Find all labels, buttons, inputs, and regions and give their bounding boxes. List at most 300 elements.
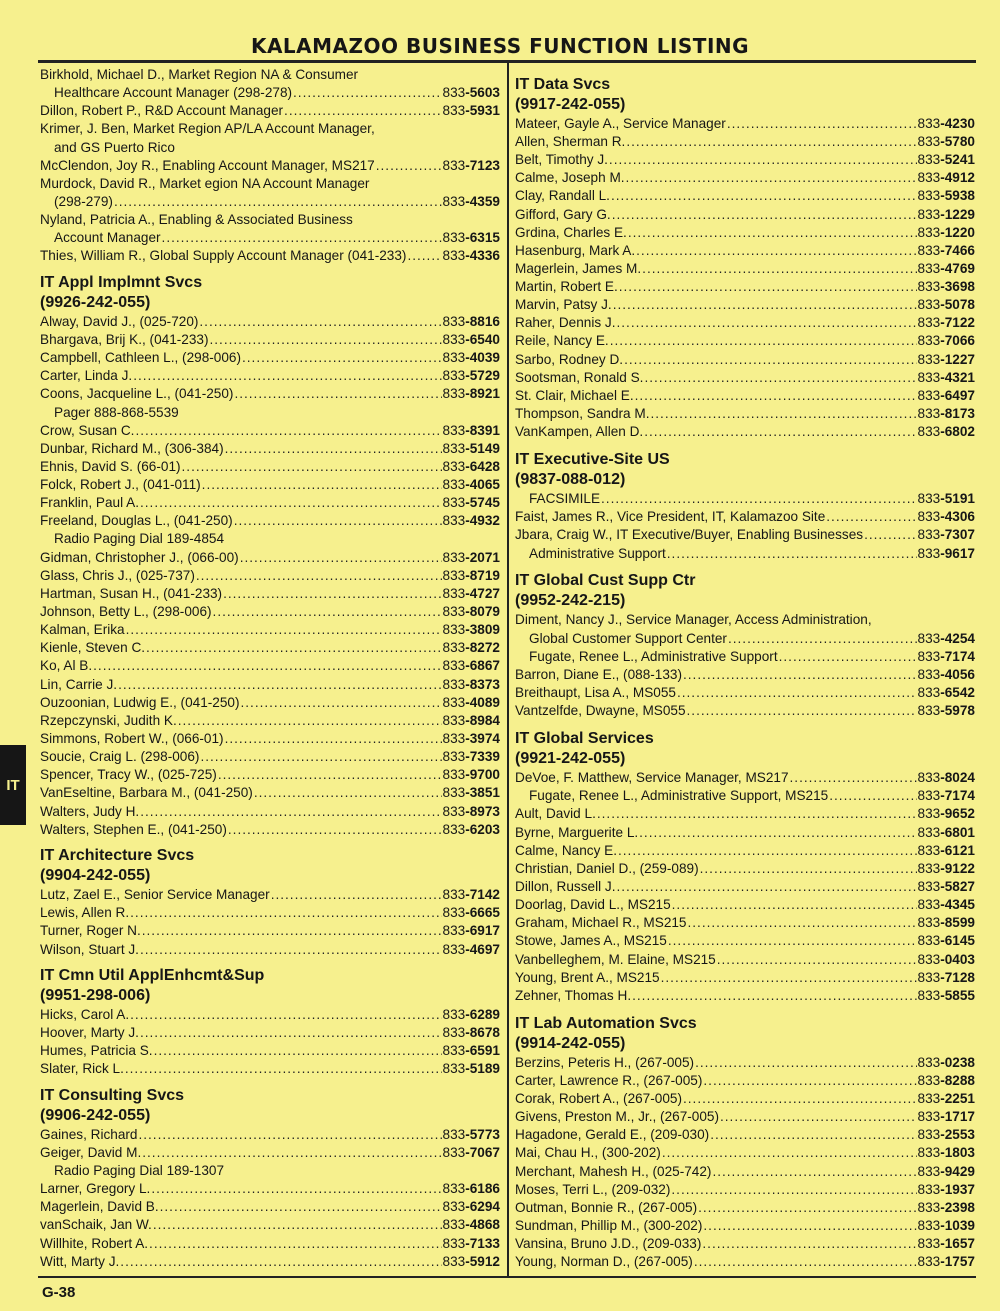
dot-leader <box>728 630 917 648</box>
entry-name: Sootsman, Ronald S. <box>515 369 644 385</box>
entry-name: Dillon, Robert P., R&D Account Manager <box>40 103 284 119</box>
phone-extension: -7123 <box>465 157 500 173</box>
phone-extension: -0403 <box>940 951 975 967</box>
phone-extension: -5912 <box>465 1253 500 1269</box>
listing-entry <box>515 151 975 169</box>
entry-name: Lewis, Allen R. <box>40 905 130 921</box>
listing-entry <box>40 549 500 567</box>
phone-number <box>443 784 500 802</box>
dot-leader <box>703 1072 916 1090</box>
entry-name: Murdock, David R., Market egion NA Account Manager <box>40 175 370 191</box>
phone-extension: -9652 <box>940 806 975 822</box>
phone-extension: -8719 <box>465 567 500 583</box>
entry-name: Rzepczynski, Judith K. <box>40 712 177 728</box>
phone-prefix: 833 <box>442 458 466 474</box>
phone-prefix: 833 <box>442 712 466 728</box>
phone-number <box>918 1126 975 1144</box>
dot-leader <box>182 458 442 476</box>
phone-prefix: 833 <box>442 1061 466 1077</box>
phone-prefix: 833 <box>917 1218 941 1234</box>
entry-name: Berzins, Peteris H., (267-005) <box>515 1054 695 1070</box>
listing-entry <box>40 585 500 603</box>
listing-entry <box>515 878 975 896</box>
dot-leader <box>196 567 442 585</box>
dot-leader <box>130 904 441 922</box>
listing-entry <box>40 102 500 120</box>
phone-number <box>443 102 500 120</box>
section-title: IT Executive-Site US <box>515 451 670 469</box>
entry-name: Lutz, Zael E., Senior Service Manager <box>40 887 270 903</box>
phone-number <box>443 549 500 567</box>
entry-name: Vanbelleghem, M. Elaine, MS215 <box>515 951 716 967</box>
phone-prefix: 833 <box>917 279 941 295</box>
phone-prefix: 833 <box>917 527 941 543</box>
phone-number <box>918 805 975 823</box>
entry-name: Hartman, Susan H., (041-233) <box>40 585 223 601</box>
phone-number <box>443 603 500 621</box>
listing-entry <box>515 508 975 526</box>
phone-number <box>443 440 500 458</box>
listing-entry <box>515 1163 975 1181</box>
entry-name: Healthcare Account Manager (298-278) <box>54 85 293 101</box>
phone-prefix: 833 <box>917 666 941 682</box>
dot-leader <box>651 405 917 423</box>
entry-name: vanSchaik, Jan W. <box>40 1217 152 1233</box>
phone-extension: -8173 <box>940 406 975 422</box>
listing-entry <box>515 932 975 950</box>
phone-extension: -6145 <box>940 933 975 949</box>
dot-leader <box>146 639 441 657</box>
phone-number <box>918 332 975 350</box>
listing-entry <box>515 260 975 278</box>
listing-entry <box>40 193 500 211</box>
dot-leader <box>612 206 917 224</box>
dot-leader <box>130 1006 441 1024</box>
listing-entry <box>40 694 500 712</box>
listing-entry <box>515 369 975 387</box>
entry-name: Ehnis, David S. (66-01) <box>40 458 181 474</box>
phone-prefix: 833 <box>442 658 466 674</box>
phone-extension: -5149 <box>465 440 500 456</box>
entry-name: Sundman, Phillip M., (300-202) <box>515 1218 703 1234</box>
entry-name: Geiger, David M. <box>40 1144 142 1160</box>
phone-extension: -8816 <box>465 313 500 329</box>
phone-extension: -3974 <box>465 731 500 747</box>
phone-number <box>443 821 500 839</box>
phone-extension: -9700 <box>465 767 500 783</box>
phone-extension: -5191 <box>940 491 975 507</box>
listing-entry <box>40 157 500 175</box>
phone-number <box>443 367 500 385</box>
phone-extension: -7307 <box>940 527 975 543</box>
dot-leader <box>228 821 442 839</box>
phone-number <box>918 1181 975 1199</box>
entry-name: Vansina, Bruno J.D., (209-033) <box>515 1236 702 1252</box>
section-code: (9914-242-055) <box>515 1034 626 1052</box>
entry-name: Birkhold, Michael D., Market Region NA & Consumer <box>40 67 359 82</box>
entry-name: Dillon, Russell J. <box>515 878 616 894</box>
dot-leader <box>407 247 441 265</box>
listing-entry <box>40 422 500 440</box>
phone-number <box>443 476 500 494</box>
phone-extension: -8373 <box>465 676 500 692</box>
phone-number <box>918 969 975 987</box>
phone-extension: -8973 <box>465 803 500 819</box>
listing-entry <box>515 545 975 563</box>
phone-number <box>443 84 500 102</box>
listing-entry <box>515 1072 975 1090</box>
phone-number <box>443 803 500 821</box>
listing-entry <box>515 490 975 508</box>
phone-extension: -1220 <box>940 224 975 240</box>
phone-extension: -6540 <box>465 331 500 347</box>
phone-number <box>918 545 975 563</box>
phone-prefix: 833 <box>442 767 466 783</box>
listing-entry <box>515 1217 975 1235</box>
phone-number <box>918 666 975 684</box>
phone-extension: -4912 <box>940 170 975 186</box>
listing-entry <box>40 367 500 385</box>
listing-entry <box>40 712 500 730</box>
phone-prefix: 833 <box>442 193 466 209</box>
phone-prefix: 833 <box>917 333 941 349</box>
listing-entry <box>515 1126 975 1144</box>
entry-name: Larner, Gregory L. <box>40 1181 151 1197</box>
phone-extension: -4336 <box>465 248 500 264</box>
phone-extension: -8079 <box>465 604 500 620</box>
phone-extension: -4727 <box>465 585 500 601</box>
phone-number <box>918 242 975 260</box>
entry-name: Gidman, Christopher J., (066-00) <box>40 549 239 565</box>
listing-entry <box>515 206 975 224</box>
entry-name: Faist, James R., Vice President, IT, Kalamazoo Site <box>515 509 826 525</box>
entry-name: Alway, David J., (025-720) <box>40 313 199 329</box>
entry-name: Hoover, Marty J. <box>40 1025 139 1041</box>
dot-leader <box>234 385 441 403</box>
dot-leader <box>597 805 917 823</box>
phone-extension: -6121 <box>940 842 975 858</box>
phone-extension: -1227 <box>940 351 975 367</box>
listing-entry <box>40 313 500 331</box>
dot-leader <box>153 1216 442 1234</box>
listing-entry <box>515 860 975 878</box>
dot-leader <box>601 490 917 508</box>
phone-extension: -7133 <box>465 1235 500 1251</box>
section-title: IT Global Services <box>515 730 654 748</box>
dot-leader <box>613 296 917 314</box>
listing-entry <box>40 803 500 821</box>
phone-extension: -5938 <box>940 188 975 204</box>
entry-name: Slater, Rick L. <box>40 1061 124 1077</box>
phone-prefix: 833 <box>442 157 466 173</box>
listing-entry <box>40 139 500 157</box>
phone-extension: -6315 <box>465 230 500 246</box>
phone-extension: -8272 <box>465 640 500 656</box>
entry-name: Account Manager <box>54 230 161 246</box>
entry-name: Moses, Terri L., (209-032) <box>515 1181 671 1197</box>
entry-name: Magerlein, David B. <box>40 1199 159 1215</box>
phone-number <box>443 676 500 694</box>
phone-extension: -7174 <box>940 788 975 804</box>
phone-extension: -4345 <box>940 897 975 913</box>
listing-entry <box>40 1060 500 1078</box>
phone-extension: -8921 <box>465 386 500 402</box>
listing-entry <box>40 1216 500 1234</box>
listing-entry <box>40 229 500 247</box>
phone-extension: -7122 <box>940 315 975 331</box>
entry-name: Carter, Linda J. <box>40 368 133 384</box>
phone-prefix: 833 <box>442 1025 466 1041</box>
dot-leader <box>677 684 917 702</box>
phone-extension: -5931 <box>465 103 500 119</box>
entry-name: Graham, Michael R., MS215 <box>515 915 687 931</box>
entry-name: Young, Brent A., MS215 <box>515 969 660 985</box>
column-divider <box>507 62 509 1276</box>
entry-name: Outman, Bonnie R., (267-005) <box>515 1199 698 1215</box>
phone-number <box>443 1024 500 1042</box>
dot-leader <box>610 332 917 350</box>
phone-prefix: 833 <box>442 1006 466 1022</box>
entry-name: Crow, Susan C. <box>40 422 135 438</box>
entry-name: Franklin, Paul A. <box>40 495 139 511</box>
entry-name: Fugate, Renee L., Administrative Support <box>529 648 778 664</box>
dot-leader <box>93 657 441 675</box>
phone-prefix: 833 <box>917 188 941 204</box>
listing-entry <box>40 247 500 265</box>
listing-entry <box>40 530 500 548</box>
phone-extension: -6428 <box>465 458 500 474</box>
phone-prefix: 833 <box>917 242 941 258</box>
phone-number <box>918 878 975 896</box>
entry-name: Martin, Robert E. <box>515 279 618 295</box>
entry-name: Raher, Dennis J. <box>515 315 616 331</box>
phone-extension: -3809 <box>465 622 500 638</box>
phone-prefix: 833 <box>442 676 466 692</box>
phone-extension: -6917 <box>465 923 500 939</box>
phone-number <box>443 1042 500 1060</box>
listing-entry <box>40 211 500 229</box>
entry-name: Corak, Robert A., (267-005) <box>515 1091 682 1107</box>
entry-name: Krimer, J. Ben, Market Region AP/LA Account Manager, <box>40 121 375 137</box>
phone-prefix: 833 <box>442 422 466 438</box>
dot-leader <box>225 730 442 748</box>
entry-name: Campbell, Cathleen L., (298-006) <box>40 350 241 366</box>
listing-entry <box>40 676 500 694</box>
dot-leader <box>617 314 917 332</box>
phone-extension: -4868 <box>465 1217 500 1233</box>
listing-entry <box>515 630 975 648</box>
listing-entry <box>40 941 500 959</box>
dot-leader <box>635 387 917 405</box>
phone-prefix: 833 <box>917 1163 941 1179</box>
phone-prefix: 833 <box>917 933 941 949</box>
dot-leader <box>140 1024 442 1042</box>
listing-entry <box>515 332 975 350</box>
phone-number <box>918 1217 975 1235</box>
phone-prefix: 833 <box>917 987 941 1003</box>
phone-number <box>443 567 500 585</box>
phone-prefix: 833 <box>917 1236 941 1252</box>
phone-number <box>443 904 500 922</box>
listing-entry <box>40 603 500 621</box>
listing-entry <box>515 842 975 860</box>
listing-entry <box>515 1199 975 1217</box>
listing-entry <box>40 120 500 138</box>
phone-number <box>918 260 975 278</box>
entry-name: Administrative Support <box>529 545 666 561</box>
dot-leader <box>626 133 916 151</box>
phone-number <box>918 702 975 720</box>
phone-extension: -9617 <box>940 545 975 561</box>
phone-prefix: 833 <box>917 115 941 131</box>
dot-leader <box>688 914 917 932</box>
phone-extension: -6542 <box>940 685 975 701</box>
listing-entry <box>40 84 500 102</box>
phone-number <box>918 769 975 787</box>
dot-leader <box>225 440 442 458</box>
dot-leader <box>609 151 917 169</box>
phone-prefix: 833 <box>917 915 941 931</box>
left-column <box>40 66 500 1271</box>
phone-prefix: 833 <box>442 85 466 101</box>
phone-number <box>918 896 975 914</box>
phone-number <box>918 1054 975 1072</box>
listing-entry <box>40 904 500 922</box>
entry-name: Ouzoonian, Ludwig E., (041-250) <box>40 694 240 710</box>
phone-number <box>918 684 975 702</box>
phone-extension: -1757 <box>940 1254 975 1270</box>
phone-number <box>918 860 975 878</box>
phone-prefix: 833 <box>442 604 466 620</box>
entry-name: Hagadone, Gerald E., (209-030) <box>515 1127 710 1143</box>
section-title: IT Lab Automation Svcs <box>515 1014 697 1032</box>
entry-name: Spencer, Tracy W., (025-725) <box>40 767 217 783</box>
phone-prefix: 833 <box>917 424 941 440</box>
phone-number <box>918 405 975 423</box>
entry-name: Diment, Nancy J., Service Manager, Access Administration, <box>515 612 872 628</box>
listing-entry <box>40 748 500 766</box>
phone-number <box>443 1060 500 1078</box>
entry-name: Reile, Nancy E. <box>515 333 609 349</box>
phone-number <box>918 296 975 314</box>
phone-prefix: 833 <box>442 103 466 119</box>
dot-leader <box>694 1253 917 1271</box>
phone-number <box>443 941 500 959</box>
listing-entry <box>515 423 975 441</box>
dot-leader <box>138 1126 441 1144</box>
listing-entry <box>515 648 975 666</box>
phone-number <box>443 1126 500 1144</box>
phone-extension: -7466 <box>940 242 975 258</box>
dot-leader <box>864 526 916 544</box>
phone-number <box>918 115 975 133</box>
dot-leader <box>642 260 916 278</box>
entry-name: Freeland, Douglas L., (041-250) <box>40 513 233 529</box>
entry-name: Thompson, Sandra M. <box>515 406 650 422</box>
phone-prefix: 833 <box>917 406 941 422</box>
phone-extension: -3851 <box>465 785 500 801</box>
phone-prefix: 833 <box>917 897 941 913</box>
phone-prefix: 833 <box>917 1109 941 1125</box>
dot-leader <box>242 349 442 367</box>
listing-entry <box>515 1144 975 1162</box>
listing-entry <box>515 224 975 242</box>
phone-extension: -8678 <box>465 1025 500 1041</box>
phone-extension: -6186 <box>465 1181 500 1197</box>
phone-prefix: 833 <box>917 1072 941 1088</box>
dot-leader <box>703 1217 916 1235</box>
dot-leader <box>695 1054 916 1072</box>
entry-name: Gaines, Richard <box>40 1126 138 1142</box>
entry-name: Willhite, Robert A. <box>40 1235 149 1251</box>
phone-extension: -5189 <box>465 1061 500 1077</box>
phone-number <box>918 1072 975 1090</box>
entry-name: Stowe, James A., MS215 <box>515 933 667 949</box>
phone-number <box>443 766 500 784</box>
entry-name: McClendon, Joy R., Enabling Account Manager, MS217 <box>40 157 375 173</box>
phone-prefix: 833 <box>442 585 466 601</box>
dot-leader <box>114 193 442 211</box>
phone-number <box>918 206 975 224</box>
phone-prefix: 833 <box>917 860 941 876</box>
listing-entry <box>40 385 500 403</box>
entry-name: Gifford, Gary G. <box>515 206 611 222</box>
entry-name: VanEseltine, Barbara M., (041-250) <box>40 785 253 801</box>
phone-extension: -3698 <box>940 279 975 295</box>
listing-entry <box>515 787 975 805</box>
phone-prefix: 833 <box>442 905 466 921</box>
phone-prefix: 833 <box>442 230 466 246</box>
phone-prefix: 833 <box>442 567 466 583</box>
phone-extension: -8599 <box>940 915 975 931</box>
listing-entry <box>40 440 500 458</box>
entry-name: Jbara, Craig W., IT Executive/Buyer, Enabling Businesses <box>515 527 864 543</box>
phone-number <box>443 1180 500 1198</box>
dot-leader <box>702 1235 916 1253</box>
entry-name: Bhargava, Brij K., (041-233) <box>40 331 209 347</box>
phone-number <box>918 314 975 332</box>
phone-prefix: 833 <box>442 1235 466 1251</box>
entry-name: Young, Norman D., (267-005) <box>515 1254 693 1270</box>
listing-entry <box>515 666 975 684</box>
section-code: (9917-242-055) <box>515 95 626 113</box>
listing-entry <box>515 351 975 369</box>
phone-prefix: 833 <box>442 1144 466 1160</box>
phone-number <box>443 1253 500 1271</box>
phone-number <box>918 987 975 1005</box>
entry-name: FACSIMILE <box>529 491 601 507</box>
entry-name: Carter, Lawrence R., (267-005) <box>515 1072 703 1088</box>
phone-extension: -2251 <box>940 1091 975 1107</box>
listing-entry <box>40 494 500 512</box>
phone-extension: -6802 <box>940 424 975 440</box>
listing-entry <box>515 187 975 205</box>
phone-extension: -4065 <box>465 477 500 493</box>
phone-number <box>918 1108 975 1126</box>
entry-name: St. Clair, Michael E. <box>515 387 634 403</box>
section-title: IT Architecture Svcs <box>40 847 195 865</box>
phone-prefix: 833 <box>442 477 466 493</box>
phone-number <box>918 387 975 405</box>
phone-number <box>918 1253 975 1271</box>
entry-name: Vantzelfde, Dwayne, MS055 <box>515 703 686 719</box>
entry-name: Global Customer Support Center <box>529 630 727 646</box>
phone-number <box>443 313 500 331</box>
dot-leader <box>140 494 442 512</box>
listing-entry <box>40 1235 500 1253</box>
entry-name: and GS Puerto Rico <box>54 139 175 155</box>
dot-leader <box>687 702 917 720</box>
